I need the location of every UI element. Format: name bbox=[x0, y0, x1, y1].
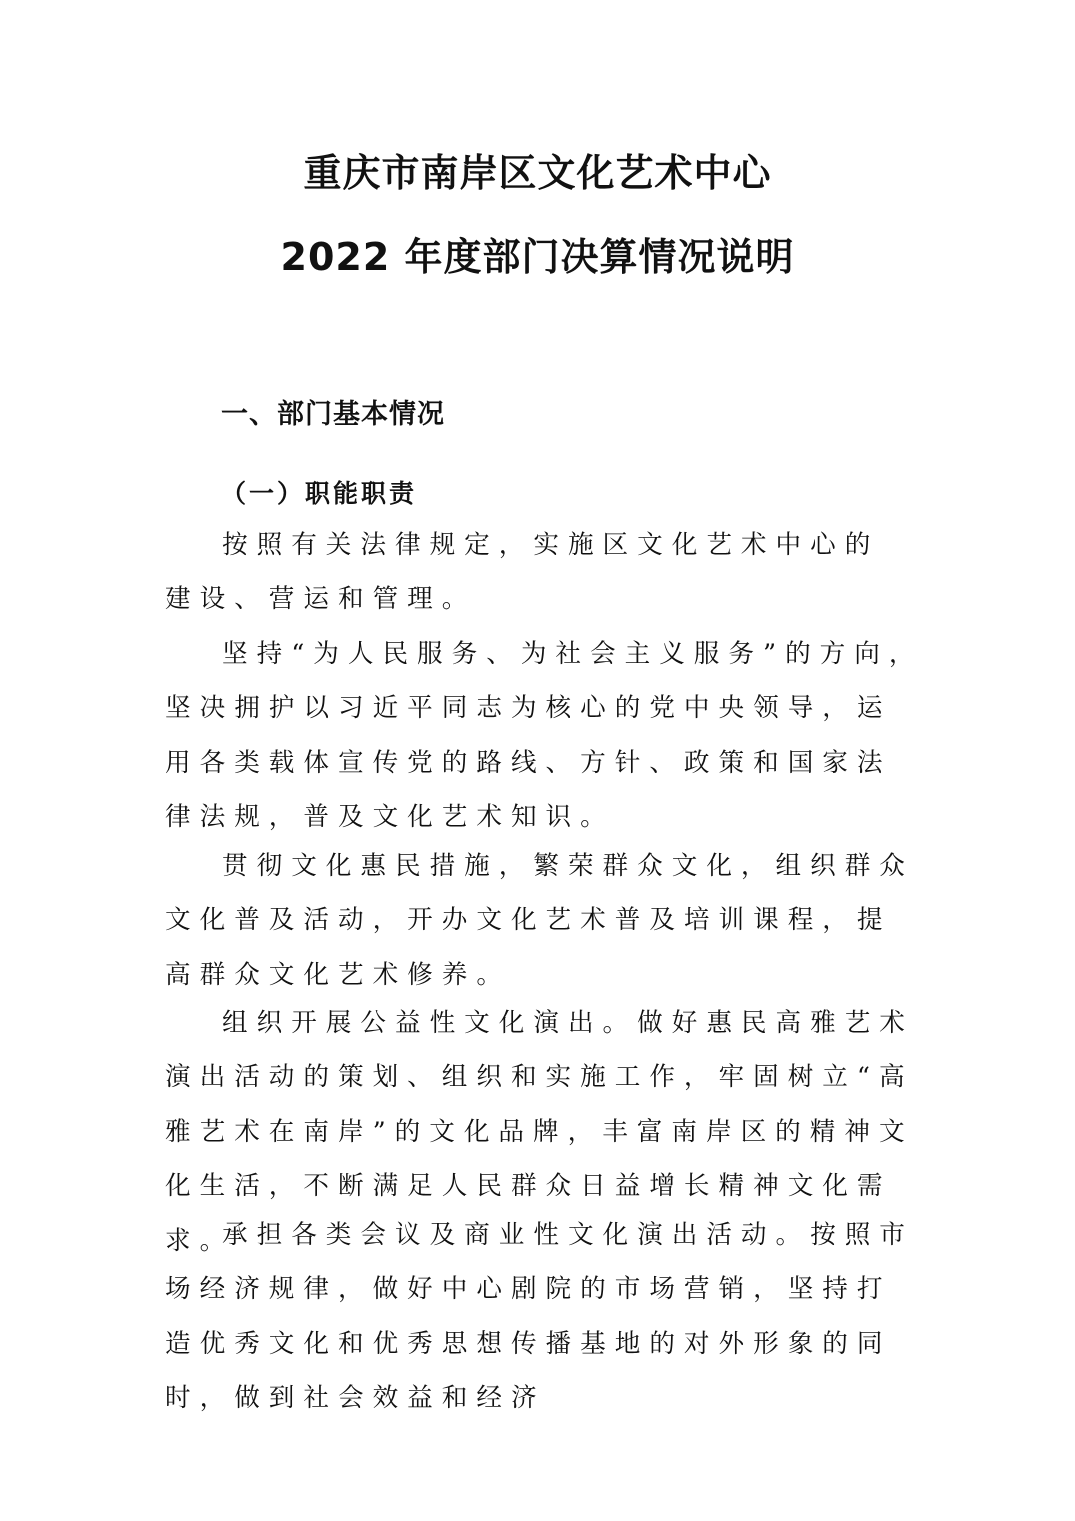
body-paragraph: 坚持“为人民服务、为社会主义服务”的方向，坚决拥护以习近平同志为核心的党中央领导，运用各类载体宣传党的路线、方针、政策和国家法律法规，普及文化艺术知识。 bbox=[165, 639, 924, 833]
body-paragraph: 组织开展公益性文化演出。做好惠民高雅艺术演出活动的策划、组织和实施工作，牢固树立“高雅艺术在南岸”的文化品牌，丰富南岸区的精神文化生活，不断满足人民群众日益增长精神文化需求。 bbox=[165, 1008, 914, 1256]
document-title-line1: 重庆市南岸区文化艺术中心 bbox=[303, 151, 772, 195]
subsection-heading-duties: （一）职能职责 bbox=[221, 479, 418, 508]
body-paragraph: 按照有关法律规定，实施区文化艺术中心的建设、营运和管理。 bbox=[165, 530, 880, 615]
body-paragraph: 承担各类会议及商业性文化演出活动。按照市场经济规律，做好中心剧院的市场营销，坚持打造优秀文化和优秀思想传播基地的对外形象的同时，做到社会效益和经济 bbox=[165, 1220, 914, 1414]
section-heading-basic-info: 一、部门基本情况 bbox=[221, 399, 445, 430]
body-paragraph: 贯彻文化惠民措施，繁荣群众文化，组织群众文化普及活动，开办文化艺术普及培训课程，提高群众文化艺术修养。 bbox=[165, 851, 914, 990]
document-title-line2: 2022 年度部门决算情况说明 bbox=[280, 235, 795, 279]
